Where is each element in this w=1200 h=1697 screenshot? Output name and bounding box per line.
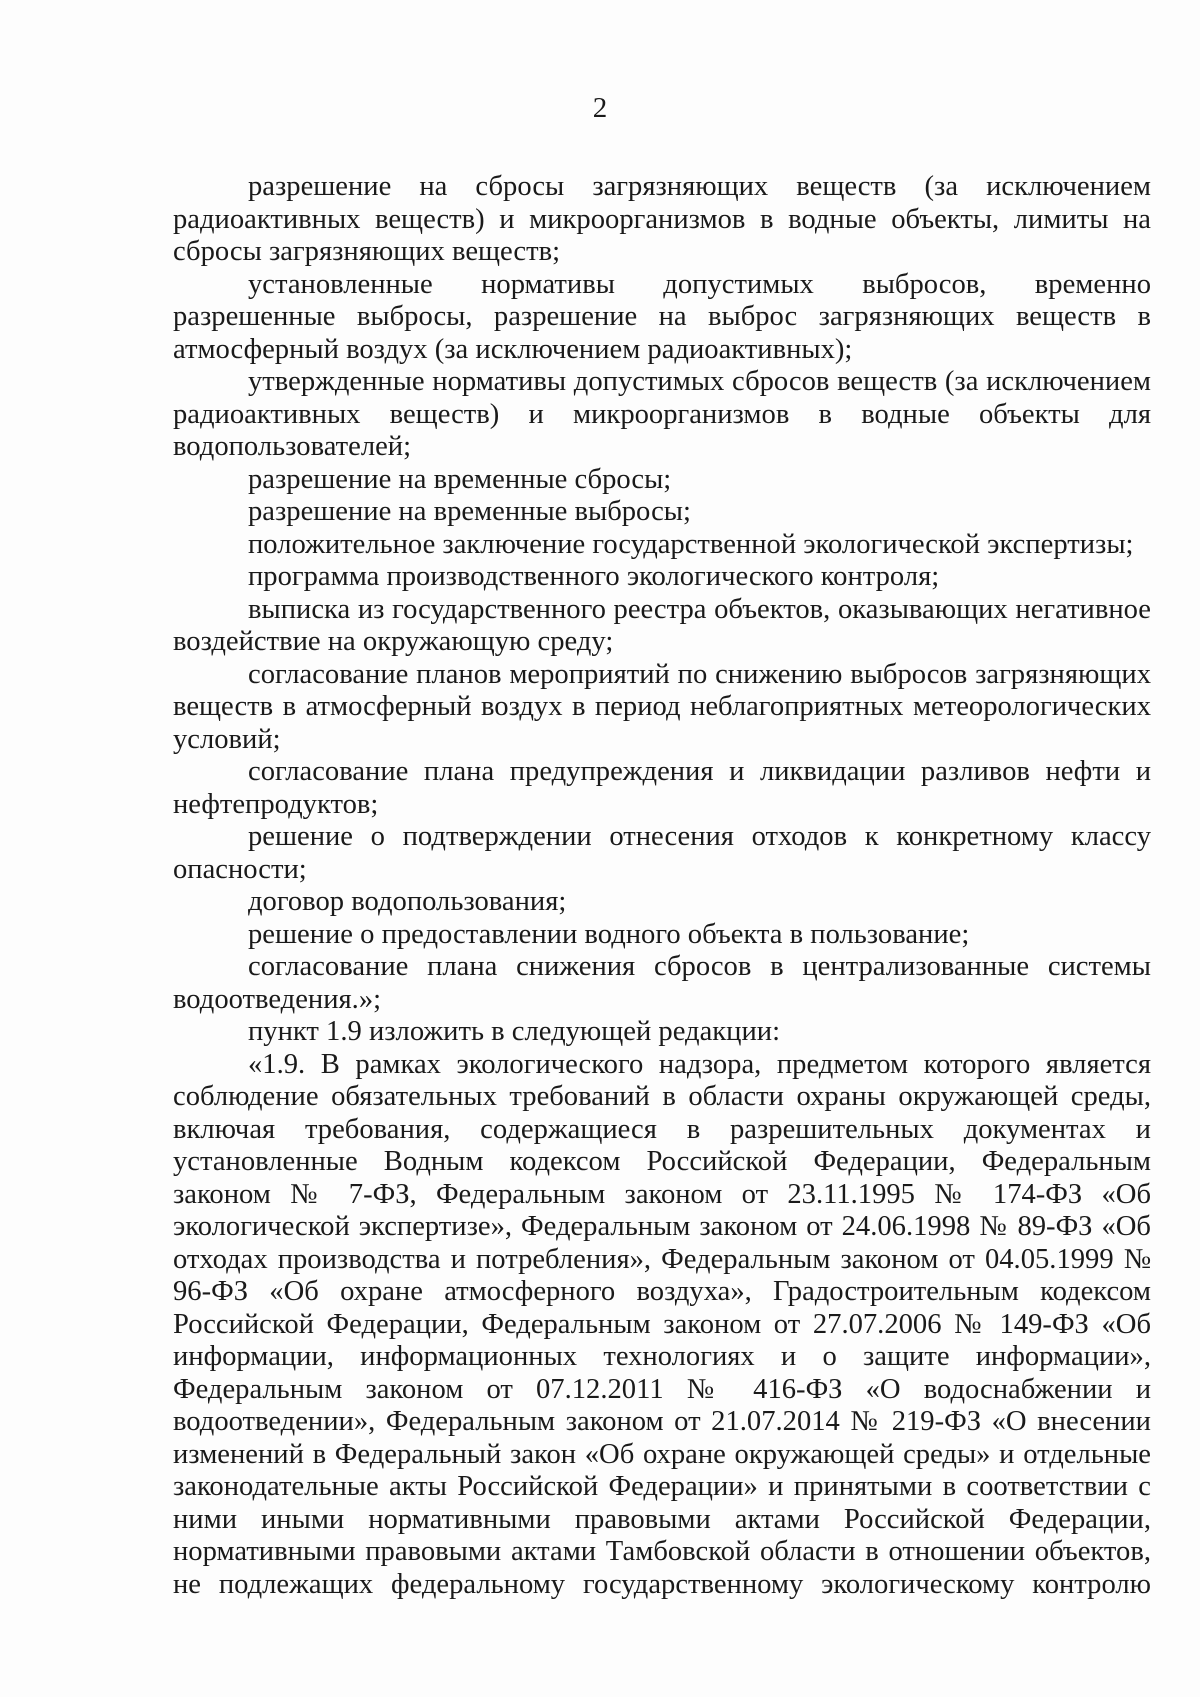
- paragraph-control-program: программа производственного экологического контроля;: [248, 561, 940, 592]
- paragraph-expertise-conclusion: положительное заключение государственной экологической экспертизы;: [248, 528, 1134, 560]
- document-body: [173, 171, 1151, 1601]
- paragraph-water-contract: договор водопользования;: [248, 886, 567, 917]
- paragraph-clause-1-9: «1.9. В рамках экологического надзора, предметом которого является соблюдение обязательных требований в области охраны окружающей среды, включая требования, содержащиеся в разрешительных документах и установленные Водным кодексом Российской Федерации, Федеральным законом № 7-ФЗ, Федеральным законом от 23.11.1995 № 174-ФЗ «Об экологической экспертизе», Федеральным законом от 24.06.1998 № 89-ФЗ «Об отходах производства и потребления», Федеральным законом от 04.05.1999 № 96-ФЗ «Об охране атмосферного воздуха», Градостроительным кодексом Российской Федерации, Федеральным законом от 27.07.2006 № 149-ФЗ «Об информации, информационных технологиях и о защите информации», Федеральным законом от 07.12.2011 № 416-ФЗ «О водоснабжении и водоотведении», Федеральным законом от 21.07.2014 № 219-ФЗ «О внесении изменений в Федеральный закон «Об охране окружающей среды» и отдельные законодательные акты Российской Федерации» и принятыми в соответствии с ними иными нормативными правовыми актами Российской Федерации, нормативными правовыми актами Тамбовской области в отношении объектов, не подлежащих федеральному государственному экологическому контролю: [173, 1048, 1151, 1600]
- paragraph-drainage-plan: согласование плана снижения сбросов в централизованные системы водоотведения.»;: [173, 951, 1151, 1015]
- paragraph-discharge-permit: разрешение на сбросы загрязняющих веществ (за исключением радиоактивных веществ) и микроорганизмов в водные объекты, лимиты на сбросы загрязняющих веществ;: [173, 171, 1151, 267]
- paragraph-registry-extract: выписка из государственного реестра объектов, оказывающих негативное воздействие на окружающую среду;: [173, 593, 1151, 657]
- paragraph-waste-class: решение о подтверждении отнесения отходов к конкретному классу опасности;: [173, 821, 1151, 885]
- page-number: 2: [592, 92, 608, 124]
- paragraph-discharge-standards: утвержденные нормативы допустимых сбросов веществ (за исключением радиоактивных веществ) и микроорганизмов в водные объекты для водопользователей;: [173, 366, 1151, 462]
- paragraph-emission-standards: установленные нормативы допустимых выбросов, временно разрешенные выбросы, разрешение на выброс загрязняющих веществ в атмосферный воздух (за исключением радиоактивных);: [173, 268, 1151, 365]
- paragraph-water-object-decision: решение о предоставлении водного объекта в пользование;: [248, 918, 970, 950]
- paragraph-oil-spill-plan: согласование плана предупреждения и ликвидации разливов нефти и нефтепродуктов;: [173, 756, 1151, 820]
- paragraph-temporary-emissions: разрешение на временные выбросы;: [248, 496, 691, 527]
- paragraph-weather-plans: согласование планов мероприятий по снижению выбросов загрязняющих веществ в атмосферный воздух в период неблагоприятных метеорологических условий;: [173, 658, 1151, 755]
- paragraph-clause-intro: пункт 1.9 изложить в следующей редакции:: [248, 1016, 781, 1047]
- paragraph-temporary-discharges: разрешение на временные сбросы;: [248, 463, 672, 495]
